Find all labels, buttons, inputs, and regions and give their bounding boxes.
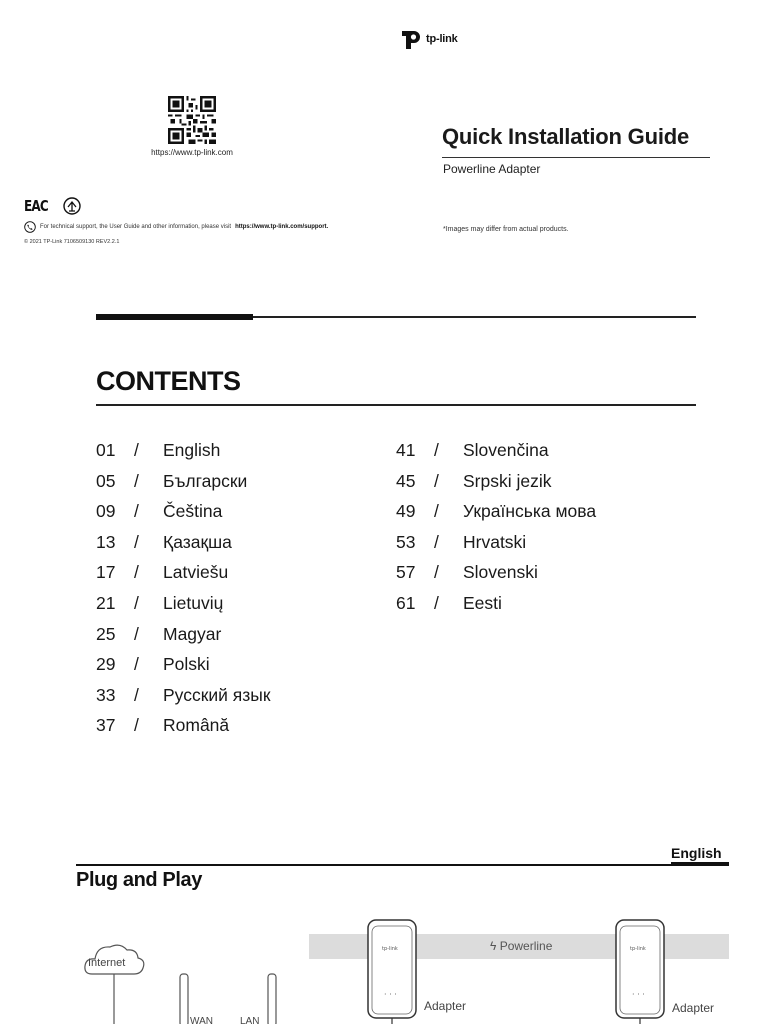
toc-language: Magyar bbox=[163, 623, 222, 644]
toc-page-number: 37 bbox=[96, 715, 116, 736]
toc-language: Eesti bbox=[463, 592, 502, 613]
toc-page-number: 41 bbox=[396, 440, 416, 460]
toc-separator: / bbox=[434, 470, 439, 491]
toc-page-number: 53 bbox=[396, 531, 416, 552]
toc-language: Polski bbox=[163, 654, 210, 675]
toc-entry[interactable] bbox=[96, 562, 271, 593]
toc-separator: / bbox=[134, 470, 139, 491]
toc-separator: / bbox=[134, 592, 139, 613]
eac-mark: EAC bbox=[24, 197, 48, 215]
guide-subtitle: Powerline Adapter bbox=[443, 162, 541, 176]
toc-separator: / bbox=[134, 501, 139, 522]
qr-url[interactable]: https://www.tp-link.com bbox=[151, 148, 233, 157]
toc-language: Русский язык bbox=[163, 684, 271, 705]
plug-and-play-diagram bbox=[0, 900, 768, 1024]
toc-separator: / bbox=[134, 654, 139, 675]
toc-language: English bbox=[163, 440, 221, 460]
toc-entry[interactable] bbox=[396, 562, 596, 593]
adapter-left-label: Adapter bbox=[424, 999, 467, 1013]
toc-page-number: 29 bbox=[96, 654, 116, 675]
toc-separator: / bbox=[134, 715, 139, 736]
toc-page-number: 17 bbox=[96, 562, 116, 583]
toc-separator: / bbox=[434, 592, 439, 613]
toc-entry[interactable] bbox=[396, 440, 596, 471]
toc-entry[interactable] bbox=[96, 715, 271, 746]
router-wan-label: WAN bbox=[190, 1016, 213, 1024]
internet-label: Internet bbox=[88, 957, 126, 969]
toc-entry[interactable] bbox=[396, 471, 596, 502]
adapter-left-icon bbox=[366, 900, 418, 1024]
toc-language: Srpski jezik bbox=[463, 470, 552, 491]
toc-language: Latviešu bbox=[163, 562, 229, 583]
toc-entry[interactable] bbox=[396, 593, 596, 624]
tp-link-logo bbox=[400, 28, 458, 50]
section-title: Plug and Play bbox=[76, 869, 202, 891]
support-link[interactable]: https://www.tp-link.com/support. bbox=[235, 224, 329, 230]
toc-separator: / bbox=[434, 501, 439, 522]
section-rule bbox=[76, 864, 729, 866]
recycle-mark-icon bbox=[62, 196, 82, 216]
toc-language: Čeština bbox=[163, 501, 223, 522]
toc-page-number: 57 bbox=[396, 562, 416, 583]
svg-text:· · ·: · · · bbox=[384, 990, 397, 999]
svg-text:tp-link: tp-link bbox=[630, 946, 646, 952]
support-line bbox=[24, 221, 328, 233]
copyright: © 2021 TP-Link 7106509130 REV2.2.1 bbox=[24, 239, 120, 245]
toc-entry[interactable] bbox=[96, 532, 271, 563]
toc-page-number: 49 bbox=[396, 501, 416, 522]
adapter-right-label: Adapter bbox=[672, 1001, 715, 1015]
toc-page-number: 45 bbox=[396, 470, 416, 491]
toc-entry[interactable] bbox=[96, 685, 271, 716]
qr-code bbox=[168, 96, 216, 144]
toc-separator: / bbox=[134, 562, 139, 583]
router-antennas-icon bbox=[170, 900, 280, 1024]
powerline-label: ϟ Powerline bbox=[490, 939, 553, 953]
certification-marks bbox=[24, 196, 82, 216]
toc-page-number: 25 bbox=[96, 623, 116, 644]
contents-heading: CONTENTS bbox=[96, 366, 241, 396]
toc-page-number: 33 bbox=[96, 684, 116, 705]
toc-left-column bbox=[96, 440, 271, 746]
toc-language: Қазақша bbox=[163, 531, 232, 552]
toc-language: Slovenski bbox=[463, 562, 538, 583]
toc-separator: / bbox=[134, 623, 139, 644]
toc-language: Slovenčina bbox=[463, 440, 549, 460]
toc-page-number: 09 bbox=[96, 501, 116, 522]
title-divider bbox=[442, 157, 710, 158]
language-tab: English bbox=[671, 845, 722, 861]
toc-right-column bbox=[396, 440, 596, 624]
toc-entry[interactable] bbox=[96, 440, 271, 471]
toc-separator: / bbox=[134, 531, 139, 552]
toc-language: Română bbox=[163, 715, 230, 736]
toc-entry[interactable] bbox=[396, 532, 596, 563]
toc-entry[interactable] bbox=[96, 501, 271, 532]
toc-entry[interactable] bbox=[96, 654, 271, 685]
phone-icon bbox=[24, 221, 36, 233]
toc-page-number: 61 bbox=[396, 592, 416, 613]
toc-entry[interactable] bbox=[96, 471, 271, 502]
svg-text:tp-link: tp-link bbox=[382, 946, 398, 952]
toc-page-number: 21 bbox=[96, 592, 116, 613]
image-disclaimer: *Images may differ from actual products. bbox=[443, 226, 569, 233]
brand-name: tp-link bbox=[426, 33, 458, 45]
contents-heading-rule bbox=[96, 404, 696, 406]
toc-entry[interactable] bbox=[396, 501, 596, 532]
svg-text:· · ·: · · · bbox=[632, 990, 645, 999]
adapter-right-icon bbox=[614, 900, 666, 1024]
toc-language: Български bbox=[163, 470, 248, 491]
toc-page-number: 01 bbox=[96, 440, 116, 460]
lightning-icon: ϟ bbox=[490, 939, 500, 953]
toc-language: Lietuvių bbox=[163, 592, 224, 613]
tp-link-logo-icon bbox=[400, 28, 424, 50]
support-text: For technical support, the User Guide and other information, please visit bbox=[40, 224, 232, 230]
toc-separator: / bbox=[134, 684, 139, 705]
toc-language: Hrvatski bbox=[463, 531, 527, 552]
language-tab-underline bbox=[671, 862, 729, 865]
toc-entry[interactable] bbox=[96, 624, 271, 655]
guide-title: Quick Installation Guide bbox=[442, 124, 690, 149]
toc-page-number: 05 bbox=[96, 470, 116, 491]
contents-top-accent bbox=[96, 314, 253, 320]
toc-separator: / bbox=[434, 440, 439, 460]
toc-language: Українська мова bbox=[463, 501, 597, 522]
toc-entry[interactable] bbox=[96, 593, 271, 624]
router-lan-label: LAN bbox=[240, 1016, 260, 1024]
toc-separator: / bbox=[134, 440, 139, 460]
toc-separator: / bbox=[434, 531, 439, 552]
toc-page-number: 13 bbox=[96, 531, 116, 552]
toc-separator: / bbox=[434, 562, 439, 583]
